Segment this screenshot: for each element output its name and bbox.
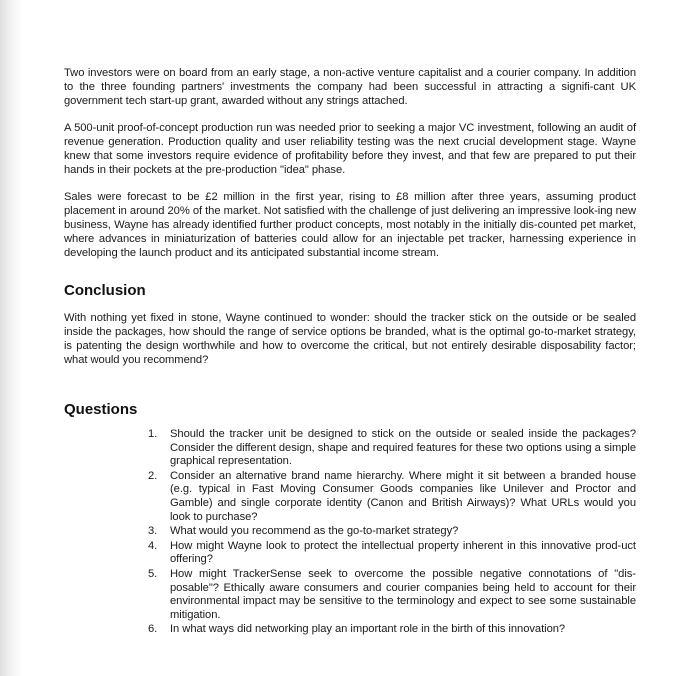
question-item — [148, 540, 636, 567]
question-item — [148, 470, 636, 524]
page-edge-shadow — [0, 0, 22, 676]
paragraph-investors: Two investors were on board from an early stage, a non-active venture capitalist and a courier company. In addition to the three founding partners' investments the company had been successful in attracting a signifi-cant UK government tech start-up grant, awarded without any strings attached. — [64, 67, 636, 107]
questions-heading: Questions — [64, 401, 138, 418]
question-number: 2. — [148, 469, 158, 482]
question-text: Should the tracker unit be designed to stick on the outside or sealed inside the packages? Consider the different design, shape and required features for these two options using a simple graphical representation. — [170, 428, 636, 468]
question-text: What would you recommend as the go-to-market strategy? — [170, 525, 459, 538]
question-item — [148, 525, 636, 539]
question-item — [148, 623, 636, 637]
question-number: 3. — [148, 525, 158, 538]
conclusion-paragraph: With nothing yet fixed in stone, Wayne continued to wonder: should the tracker stick on the outside or be sealed inside the packages, how should the range of service options be branded, what is the optimal go-to-market strategy, is patenting the design worthwhile and how to overcome the critical, but not entirely desirable disposability factor; what would you recommend? — [64, 312, 636, 366]
question-text: In what ways did networking play an important role in the birth of this innovation? — [170, 623, 566, 636]
paragraph-sales-forecast: Sales were forecast to be £2 million in the first year, rising to £8 million after three years, assuming product placement in around 20% of the market. Not satisfied with the challenge of just delivering an impressive look-ing new business, Wayne has already identified further product concepts, most notably in the initially dis-counted pet market, where advances in miniaturization of batteries could allow for an injectable pet tracker, harnessing experience in developing the launch product and its anticipated substantial income stream. — [64, 191, 636, 259]
question-item — [148, 428, 636, 469]
document-page — [64, 66, 636, 638]
paragraph-production-run: A 500-unit proof-of-concept production run was needed prior to seeking a major VC investment, following an audit of revenue generation. Production quality and user reliability testing was the next crucial development stage. Wayne knew that some investors require evidence of profitability before they invest, and that few are prepared to put their hands in their pockets at the pre-production "idea" phase. — [64, 122, 636, 176]
question-text: Consider an alternative brand name hierarchy. Where might it sit between a branded house (e.g. typical in Fast Moving Consumer Goods companies like Unilever and Proctor and Gamble) and single corporate identity (Canon and British Airways)? What URLs would you look to purchase? — [170, 469, 636, 523]
question-number: 5. — [148, 567, 158, 580]
question-text: How might Wayne look to protect the intellectual property inherent in this innovative prod-uct offering? — [170, 539, 636, 566]
question-number: 1. — [148, 428, 158, 440]
questions-list — [148, 428, 636, 637]
question-text: How might TrackerSense seek to overcome the possible negative connotations of "dis-posable"? Ethically aware consumers and courier companies being held to account for their environmental impact may be sensitive to the terminology and expect to see some sustainable mitigation. — [170, 567, 636, 621]
question-number: 6. — [148, 623, 158, 636]
conclusion-heading: Conclusion — [64, 282, 146, 299]
question-item — [148, 568, 636, 622]
question-number: 4. — [148, 539, 158, 552]
